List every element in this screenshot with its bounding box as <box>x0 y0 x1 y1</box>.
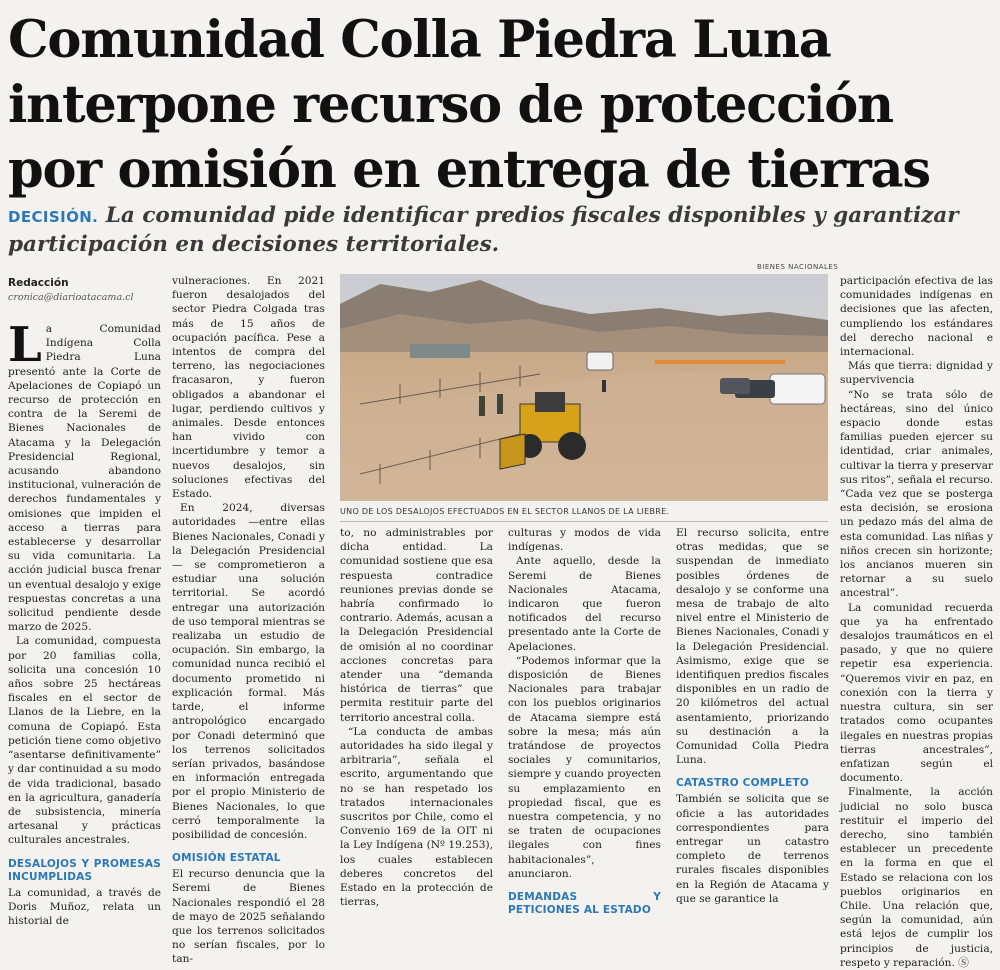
subheading: DEMANDAS Y PETICIONES AL ESTADO <box>508 891 661 917</box>
subheading: DESALOJOS Y PROMESAS INCUMPLIDAS <box>8 857 161 883</box>
paragraph <box>840 785 993 970</box>
deck <box>8 202 993 259</box>
news-photo <box>340 274 828 501</box>
paragraph: El recurso solicita, entre otras medidas, que se suspendan de inmediato posibles órdenes de desalojo y se conforme una mesa de trabajo de alto nivel entre el Ministerio de Bienes Nacionales, Conadi y la Delegación Presidencial. Asimismo, exige que se identifiquen predios fiscales disponibles en un radio de 20 kilómetros del actual asentamiento, priorizando su destinación a la Comunidad Colla Piedra Luna. <box>676 527 829 767</box>
paragraph: culturas y modos de vida indígenas. <box>508 527 661 554</box>
photo-caption: UNO DE LOS DESALOJOS EFECTUADOS EN EL SECTOR LLANOS DE LA LIEBRE. <box>340 507 670 516</box>
column-3 <box>340 526 493 909</box>
column-1 <box>8 317 161 928</box>
column-6 <box>840 274 993 970</box>
lead-paragraph <box>8 317 161 634</box>
headline: Comunidad Colla Piedra Luna interpone recurso de protección por omisión en entrega de tierras <box>8 10 930 200</box>
byline <box>8 277 160 303</box>
photo-credit: BIENES NACIONALES <box>757 263 839 271</box>
final-text: Finalmente, la acción judicial no solo busca restituir el imperio del derecho, sino también establecer un precedente en la forma en que el Estado se relaciona con los pueblos originarios en Chile. Una relación que, según la comunidad, aún está lejos de cumplir los principios de justicia, respeto y reparación. <box>840 786 993 969</box>
paragraph: “La conducta de ambas autoridades ha sido ilegal y arbitraria”, señala el escrito, argumentando que no se han respetado los tratados internacionales suscritos por Chile, como el Convenio 169 de la OIT ni la Ley Indígena (Nº 19.253), los cuales establecen deberes concretos del Estado en la protección de tierras, <box>340 725 493 909</box>
end-mark: Ⓢ <box>958 956 969 969</box>
paragraph: También se solicita que se oficie a las autoridades correspondientes para entregar un catastro completo de terrenos rurales fiscales disponibles en la Región de Atacama y que se garantice la <box>676 793 829 905</box>
column-4 <box>508 526 661 919</box>
paragraph: La comunidad, a través de Doris Muñoz, relata un historial de <box>8 886 161 927</box>
subheading: CATASTRO COMPLETO <box>676 777 810 790</box>
paragraph: participación efectiva de las comunidades indígenas en decisiones que las afecten, cumpliendo los estándares del derecho nacional e internacional. <box>840 275 993 359</box>
subheading: OMISIÓN ESTATAL <box>172 852 281 865</box>
paragraph: Más que tierra: dignidad y supervivencia <box>840 360 993 387</box>
column-5 <box>676 526 829 906</box>
deck-text: La comunidad pide identificar predios fiscales disponibles y garantizar participación en decisiones territoriales. <box>8 203 959 257</box>
paragraph: El recurso denuncia que la Seremi de Bienes Nacionales respondió el 28 de mayo de 2025 señalando que los terrenos solicitados no serían fiscales, por lo tan- <box>172 868 325 966</box>
paragraph: La comunidad, compuesta por 20 familias colla, solicita una concesión 10 años sobre 25 hectáreas fiscales en el sector de Llanos de la Liebre, en la comuna de Copiapó. Esta petición tiene como objetivo “asentarse definitivamente” y dar continuidad a su modo de vida tradicional, basado en la agricultura, ganadería de subsistencia, minería artesanal y prácticas culturales ancestrales. <box>8 635 161 847</box>
caption-rule <box>340 521 828 522</box>
deck-kicker: DECISIÓN. <box>8 208 99 226</box>
photo-illustration <box>340 274 828 501</box>
drop-cap: L <box>8 317 42 373</box>
paragraph: Ante aquello, desde la Seremi de Bienes Nacionales Atacama, indicaron que fueron notificados del recurso presentado ante la Corte de Apelaciones. <box>508 555 661 653</box>
paragraph: “Podemos informar que la disposición de Bienes Nacionales para trabajar con los pueblos originarios de Atacama siempre está sobre la mesa; más aún tratándose de proyectos sociales y comunitarios, siempre y cuando proyecten su emplazamiento en propiedad fiscal, que es nuestra competencia, y no se traten de ocupaciones ilegales con fines habitacionales”, anunciaron. <box>508 654 661 880</box>
paragraph: vulneraciones. En 2021 fueron desalojados del sector Piedra Colgada tras más de 15 años de ocupación pacífica. Pese a intentos de compra del terreno, las negociaciones fracasaron, y fueron obligados a abandonar el lugar, perdiendo cultivos y animales. Desde entonces han vivido con incertidumbre y temor a nuevos desalojos, sin soluciones efectivas del Estado. <box>172 275 325 501</box>
byline-name: Redacción <box>8 277 69 289</box>
paragraph: to, no administrables por dicha entidad. La comunidad sostiene que esa respuesta contradice reuniones previas donde se habría confirmado lo contrario. Además, acusan a la Delegación Presidencial de omisión al no coordinar acciones concretas para atender una “demanda histórica de tierras” que permita restituir parte del territorio ancestral colla. <box>340 527 493 724</box>
column-2 <box>172 274 325 967</box>
byline-email: cronica@diarioatacama.cl <box>8 292 134 303</box>
paragraph: La comunidad recuerda que ya ha enfrentado desalojos traumáticos en el pasado, y que no quiere repetir esa experiencia. “Queremos vivir en paz, en conexión con la tierra y nuestra cultura, sin ser tratados como ocupantes ilegales en nuestras propias tierras ancestrales”, enfatizan según el documento. <box>840 601 993 785</box>
paragraph: “No se trata sólo de hectáreas, sino del único espacio donde estas familias pueden ejercer su identidad, criar animales, cultivar la tierra y preservar sus ritos”, señala el recurso. “Cada vez que se posterga esta decisión, se erosiona un pedazo más del alma de esta comunidad. Las niñas y niños crecen sin horizonte; los ancianos mueren sin retornar a su suelo ancestral”. <box>840 388 993 600</box>
lead-text: a Comunidad Indígena Colla Piedra Luna presentó ante la Corte de Apelaciones de Copiapó un recurso de protección en contra de la Seremi de Bienes Nacionales de Atacama y la Delegación Presidencial Regional, acusando abandono institucional, vulneración de derechos fundamentales y omisiones que impiden el acceso a tierras para establecerse y desarrollar su vida comunitaria. La acción judicial busca frenar un eventual desalojo y exige respuestas concretas a una solicitud pendiente desde marzo de 2025. <box>8 323 161 634</box>
paragraph: En 2024, diversas autoridades —entre ellas Bienes Nacionales, Conadi y la Delegación Presidencial— se comprometieron a estudiar una solución territorial. Se acordó entregar una autorización de uso temporal mientras se realizaba un estudio de ocupación. Sin embargo, la comunidad nunca recibió el documento prometido ni explicación formal. Más tarde, el informe antropológico encargado por Conadi determinó que los terrenos solicitados serían privados, basándose en información entregada por el propio Ministerio de Bienes Nacionales, lo que cerró temporalmente la posibilidad de concesión. <box>172 502 325 841</box>
